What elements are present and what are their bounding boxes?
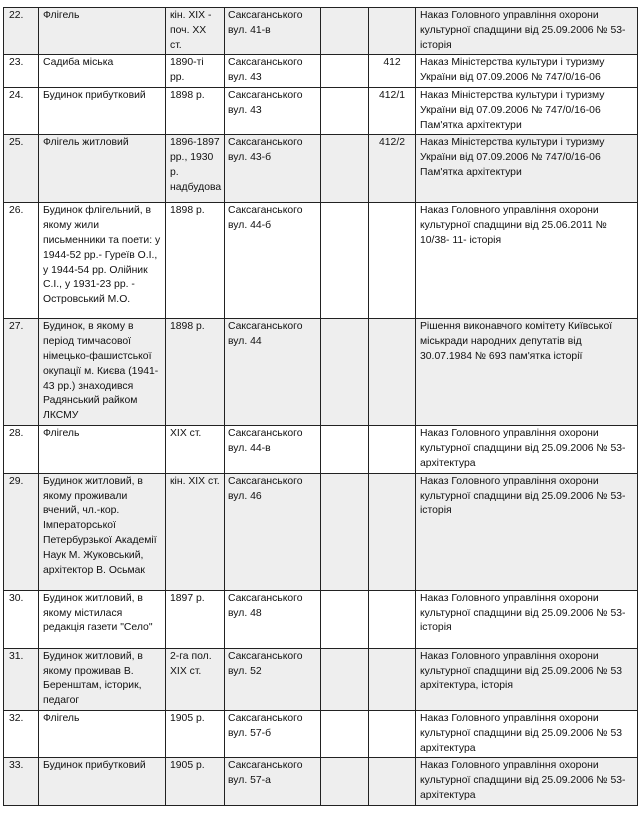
object-name: Флігель <box>39 8 166 55</box>
object-address: Саксаганського вул. 44 <box>225 319 321 426</box>
object-address: Саксаганського вул. 48 <box>225 590 321 648</box>
legal-document: Наказ Міністерства культури і туризму України від 07.09.2006 № 747/0/16-06 Пам'ятка архітектури <box>416 87 638 134</box>
object-date: 1898 р. <box>166 319 225 426</box>
object-name: Флігель <box>39 710 166 757</box>
protection-number <box>369 758 416 805</box>
legal-document: Наказ Головного управління охорони культурної спадщини від 25.09.2006 № 53 архітектура <box>416 710 638 757</box>
table-row <box>4 319 638 426</box>
table-row <box>4 8 638 55</box>
object-address: Саксаганського вул. 43-б <box>225 135 321 203</box>
legal-document: Наказ Міністерства культури і туризму України від 07.09.2006 № 747/0/16-06 Пам'ятка архітектури <box>416 135 638 203</box>
object-address: Саксаганського вул. 44-б <box>225 203 321 319</box>
table-row <box>4 648 638 710</box>
row-number: 24. <box>4 87 39 134</box>
object-date: XIX ст. <box>166 426 225 473</box>
legal-document: Наказ Головного управління охорони культурної спадщини від 25.09.2006 № 53- історія <box>416 8 638 55</box>
object-address: Саксаганського вул. 44-в <box>225 426 321 473</box>
empty-cell <box>321 758 369 805</box>
object-address: Саксаганського вул. 46 <box>225 473 321 590</box>
object-date: кін. XIX ст. <box>166 473 225 590</box>
row-number: 28. <box>4 426 39 473</box>
protection-number <box>369 8 416 55</box>
legal-document: Наказ Головного управління охорони культурної спадщини від 25.09.2006 № 53- архітектура <box>416 758 638 805</box>
object-name: Будинок прибутковий <box>39 87 166 134</box>
object-date: 1898 р. <box>166 203 225 319</box>
empty-cell <box>321 710 369 757</box>
object-date: 1890-ті рр. <box>166 55 225 88</box>
legal-document: Наказ Головного управління охорони культурної спадщини від 25.06.2011 № 10/38- 11- історія <box>416 203 638 319</box>
empty-cell <box>321 135 369 203</box>
table-row <box>4 87 638 134</box>
monuments-table <box>3 7 638 806</box>
row-number: 26. <box>4 203 39 319</box>
protection-number: 412 <box>369 55 416 88</box>
legal-document: Рішення виконавчого комітету Київської міськради народних депутатів від 30.07.1984 № 693 пам'ятка історії <box>416 319 638 426</box>
object-name: Будинок прибутковий <box>39 758 166 805</box>
object-name: Будинок флігельний, в якому жили письменники та поети: у 1944-52 рр.- Гуреїв О.І., у 1944-54 рр. Олійник С.І., у 1931-23 рр. - Островський М.О. <box>39 203 166 319</box>
object-date: 2-га пол. XIX ст. <box>166 648 225 710</box>
object-name: Флігель <box>39 426 166 473</box>
empty-cell <box>321 590 369 648</box>
row-number: 22. <box>4 8 39 55</box>
row-number: 29. <box>4 473 39 590</box>
legal-document: Наказ Головного управління охорони культурної спадщини від 25.09.2006 № 53- архітектура <box>416 426 638 473</box>
object-date: 1898 р. <box>166 87 225 134</box>
empty-cell <box>321 203 369 319</box>
table-row <box>4 758 638 805</box>
empty-cell <box>321 473 369 590</box>
table-row <box>4 590 638 648</box>
object-address: Саксаганського вул. 41-в <box>225 8 321 55</box>
table-row <box>4 203 638 319</box>
row-number: 33. <box>4 758 39 805</box>
empty-cell <box>321 55 369 88</box>
object-address: Саксаганського вул. 57-б <box>225 710 321 757</box>
legal-document: Наказ Головного управління охорони культурної спадщини від 25.09.2006 № 53- історія <box>416 473 638 590</box>
protection-number <box>369 203 416 319</box>
object-date: кін. XIX - поч. XX ст. <box>166 8 225 55</box>
protection-number <box>369 319 416 426</box>
object-name: Будинок житловий, в якому проживали вчений, чл.-кор. Імператорської Петербурзької Академії Наук М. Жуковський, архітектор В. Осьмак <box>39 473 166 590</box>
protection-number <box>369 710 416 757</box>
legal-document: Наказ Головного управління охорони культурної спадщини від 25.09.2006 № 53- історія <box>416 590 638 648</box>
empty-cell <box>321 87 369 134</box>
row-number: 27. <box>4 319 39 426</box>
empty-cell <box>321 8 369 55</box>
protection-number: 412/1 <box>369 87 416 134</box>
object-address: Саксаганського вул. 57-а <box>225 758 321 805</box>
object-address: Саксаганського вул. 43 <box>225 55 321 88</box>
object-date: 1897 р. <box>166 590 225 648</box>
object-address: Саксаганського вул. 43 <box>225 87 321 134</box>
protection-number <box>369 426 416 473</box>
protection-number <box>369 590 416 648</box>
row-number: 32. <box>4 710 39 757</box>
row-number: 30. <box>4 590 39 648</box>
object-name: Флігель житловий <box>39 135 166 203</box>
protection-number <box>369 648 416 710</box>
table-body <box>4 8 638 806</box>
table-row <box>4 135 638 203</box>
object-date: 1905 р. <box>166 710 225 757</box>
table-row <box>4 55 638 88</box>
protection-number: 412/2 <box>369 135 416 203</box>
object-name: Будинок житловий, в якому містилася редакція газети "Село" <box>39 590 166 648</box>
object-date: 1905 р. <box>166 758 225 805</box>
table-row <box>4 473 638 590</box>
table-row <box>4 426 638 473</box>
table-row <box>4 710 638 757</box>
legal-document: Наказ Міністерства культури і туризму України від 07.09.2006 № 747/0/16-06 <box>416 55 638 88</box>
object-address: Саксаганського вул. 52 <box>225 648 321 710</box>
row-number: 31. <box>4 648 39 710</box>
empty-cell <box>321 426 369 473</box>
empty-cell <box>321 319 369 426</box>
row-number: 25. <box>4 135 39 203</box>
object-name: Садиба міська <box>39 55 166 88</box>
object-name: Будинок житловий, в якому проживав В. Беренштам, історик, педагог <box>39 648 166 710</box>
legal-document: Наказ Головного управління охорони культурної спадщини від 25.09.2006 № 53 архітектура, історія <box>416 648 638 710</box>
object-name: Будинок, в якому в період тимчасової німецько-фашистської окупації м. Києва (1941-43 рр.) знаходився Радянський райком ЛКСМУ <box>39 319 166 426</box>
protection-number <box>369 473 416 590</box>
empty-cell <box>321 648 369 710</box>
object-date: 1896-1897 рр., 1930 р. надбудова <box>166 135 225 203</box>
row-number: 23. <box>4 55 39 88</box>
